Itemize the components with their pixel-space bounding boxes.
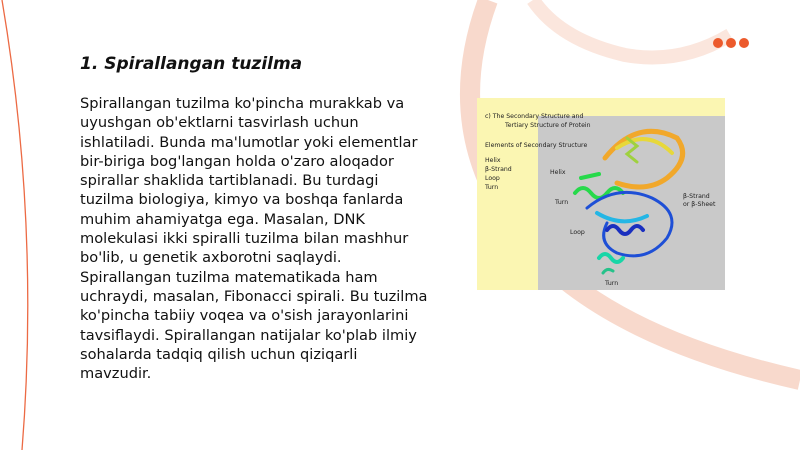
legend-item: Turn	[485, 184, 499, 191]
figure-label: β-Strand	[683, 193, 710, 200]
slide-title: 1. Spirallangan tuzilma	[80, 54, 303, 74]
figure-caption-line1: c) The Secondary Structure and	[485, 113, 584, 120]
figure-label: or β-Sheet	[683, 201, 716, 208]
figure-label: Loop	[570, 229, 585, 236]
left-edge-line	[2, 0, 28, 450]
legend-item: β-Strand	[485, 166, 512, 173]
dot	[713, 38, 723, 48]
figure-caption-line2: Tertiary Structure of Protein	[505, 122, 591, 129]
small-arc	[533, 0, 730, 58]
dot	[726, 38, 736, 48]
figure-heading: Elements of Secondary Structure	[485, 142, 588, 149]
figure-label: Helix	[550, 169, 566, 176]
figure-label: Turn	[555, 199, 569, 206]
dot	[739, 38, 749, 48]
protein-structure-image	[477, 98, 725, 290]
legend-item: Loop	[485, 175, 500, 182]
menu-dots	[713, 38, 749, 48]
legend-item: Helix	[485, 157, 501, 164]
slide-body: Spirallangan tuzilma ko'pincha murakkab va uyushgan ob'ektlarni tasvirlash uchun ishlatiladi. Bunda ma'lumotlar yoki elementlar bir-biriga bog'langan holda o'zaro aloqador spirallar shaklida tartiblanadi. Bu turdagi tuzilma biologiya, kimyo va boshqa fanlarda muhim ahamiyatga ega. Masalan, DNK molekulasi ikki spiralli tuzilma bilan mashhur bo'lib, u genetik axborotni saqlaydi. Spirallangan tuzilma matematikada ham uchraydi, masalan, Fibonacci spirali. Bu tuzilma ko'pincha tabiiy voqea va o'sish jarayonlarini tavsiflaydi. Spirallangan natijalar ko'plab ilmiy sohalarda tadqiq qilish uchun qiziqarli mavzudir.	[80, 95, 428, 383]
figure-label: Turn	[605, 280, 619, 287]
